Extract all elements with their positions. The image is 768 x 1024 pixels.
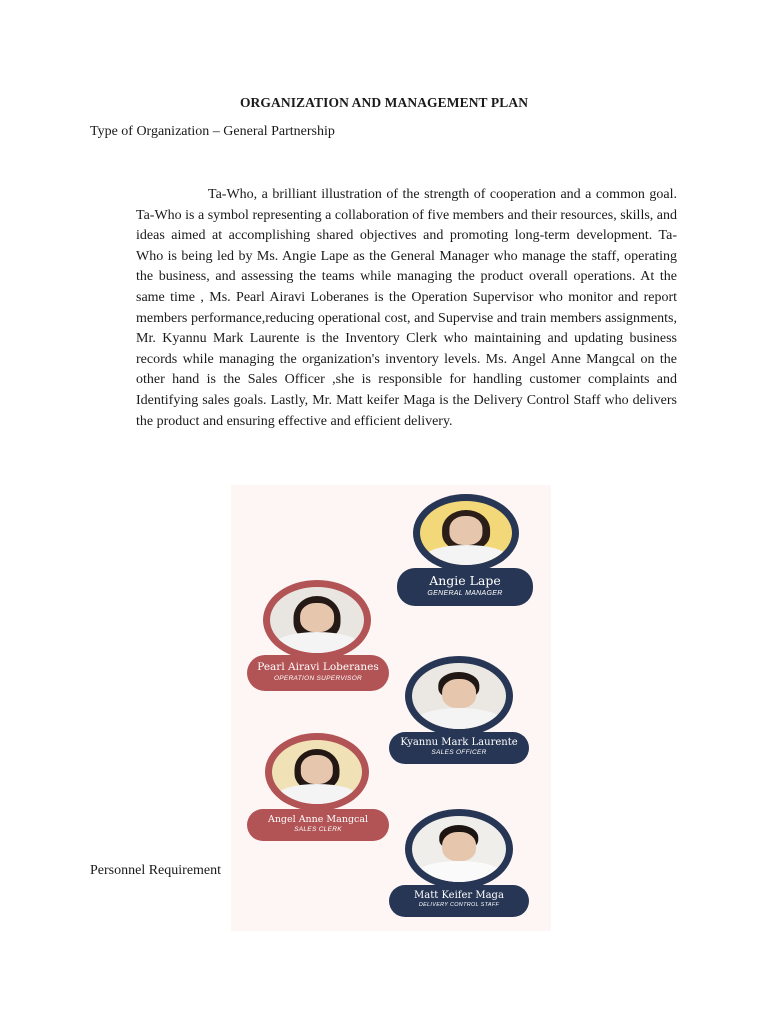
member-name: Matt Keifer Maga <box>414 890 504 901</box>
portrait-ring <box>405 656 513 736</box>
member-role: DELIVERY CONTROL STAFF <box>418 902 500 908</box>
name-pill <box>389 732 529 764</box>
body-paragraph: Ta-Who, a brilliant illustration of the strength of cooperation and a common goal. Ta-Who is a symbol representing a collaboration of five members and their resources, skills, and ideas aimed at accomplishing shared objectives and promoting long-term development. Ta- Who is being led by Ms. Angie Lape as the General Manager who manage the staff, operating the business, and assessing the teams while managing the product overall operations. At the same time , Ms. Pearl Airavi Loberanes is the Operation Supervisor who monitor and report members performance,reducing operational cost, and Supervise and train members assignments, Mr. Kyannu Mark Laurente is the Inventory Clerk who maintaining and updating business records while managing the organization's inventory levels. Ms. Angel Anne Mangcal on the other hand is the Sales Officer ,she is responsible for handling customer complaints and Identifying sales goals. Lastly, Mr. Matt keifer Maga is the Delivery Control Staff who delivers the product and ensuring effective and efficient delivery. <box>136 187 677 429</box>
member-role: GENERAL MANAGER <box>427 590 503 597</box>
member-role: SALES OFFICER <box>431 749 487 756</box>
member-name: Pearl Airavi Loberanes <box>257 661 379 673</box>
portrait-ring <box>413 494 519 572</box>
name-pill <box>389 885 529 917</box>
portrait-ring <box>405 809 513 889</box>
org-chart-image <box>231 485 551 931</box>
name-pill <box>247 655 389 691</box>
organization-type: Type of Organization – General Partnership <box>90 124 335 139</box>
name-pill <box>397 568 533 606</box>
portrait-photo <box>272 740 362 804</box>
name-pill <box>247 809 389 841</box>
personnel-requirement-label: Personnel Requirement <box>90 863 222 878</box>
member-role: SALES CLERK <box>294 826 342 833</box>
portrait-photo <box>420 501 512 565</box>
member-name: Angel Anne Mangcal <box>267 814 369 825</box>
member-role: OPERATION SUPERVISOR <box>273 675 363 682</box>
member-name: Kyannu Mark Laurente <box>400 737 518 748</box>
portrait-photo <box>412 663 506 729</box>
portrait-photo <box>270 587 364 653</box>
portrait-photo <box>412 816 506 882</box>
portrait-ring <box>265 733 369 811</box>
member-name: Angie Lape <box>429 573 501 588</box>
portrait-ring <box>263 580 371 660</box>
page-title: ORGANIZATION AND MANAGEMENT PLAN <box>239 95 529 110</box>
